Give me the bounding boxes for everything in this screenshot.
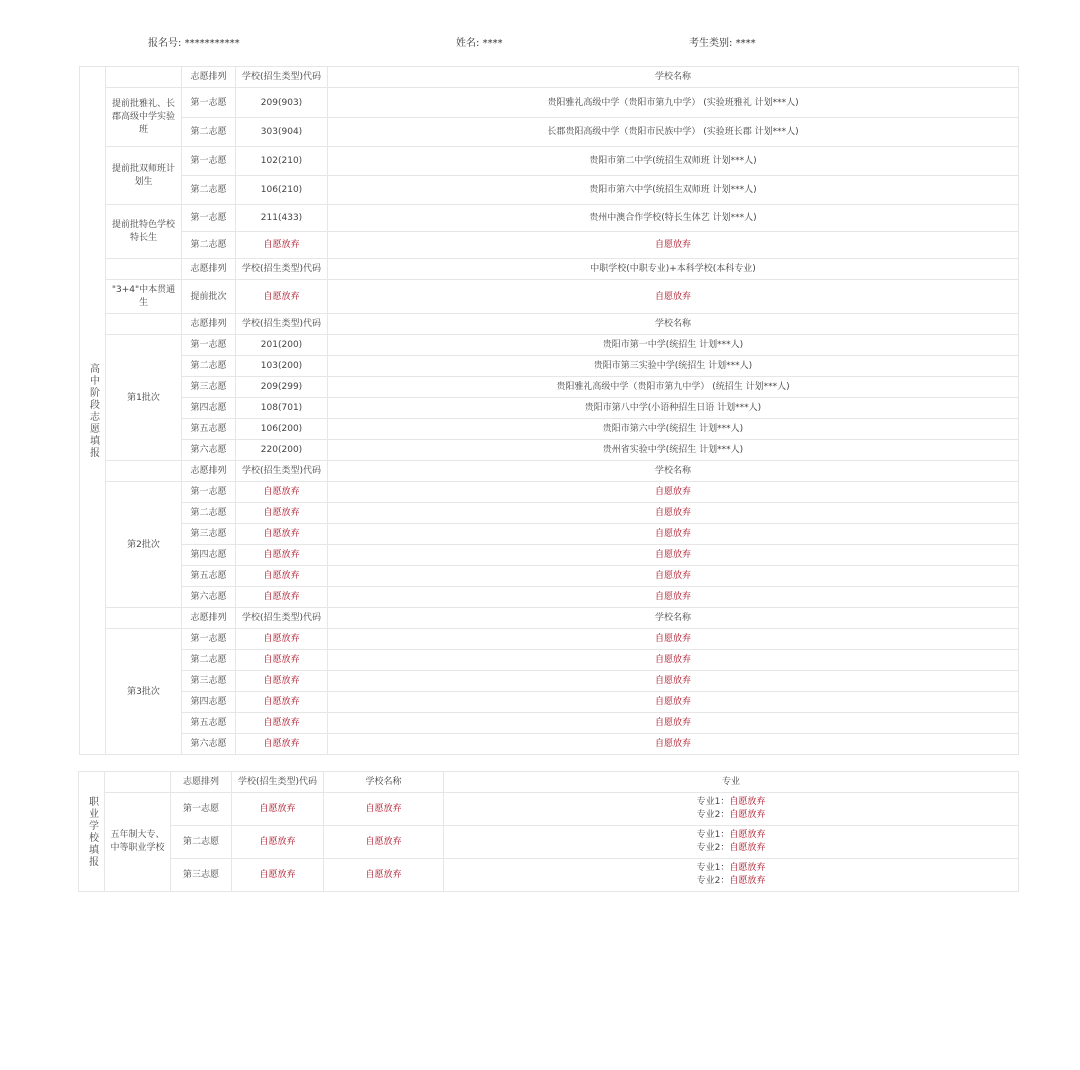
code-cell: 自愿放弃 <box>236 280 328 314</box>
code-cell: 自愿放弃 <box>236 713 328 734</box>
order-cell: 第六志愿 <box>182 734 236 755</box>
table-row <box>80 356 1019 377</box>
batch-label: 第2批次 <box>106 482 182 608</box>
table-row <box>80 503 1019 524</box>
school-cell: 自愿放弃 <box>328 671 1019 692</box>
header-code: 学校(招生类型)代码 <box>236 608 328 629</box>
school-cell: 贵阳雅礼高级中学（贵阳市第九中学） (实验班雅礼 计划***人) <box>328 88 1019 118</box>
code-cell: 201(200) <box>236 335 328 356</box>
order-cell: 提前批次 <box>182 280 236 314</box>
school-cell: 贵阳雅礼高级中学（贵阳市第九中学） (统招生 计划***人) <box>328 377 1019 398</box>
school-cell: 自愿放弃 <box>328 566 1019 587</box>
school-cell: 自愿放弃 <box>328 692 1019 713</box>
header-order: 志愿排列 <box>171 772 232 793</box>
major-1 <box>446 862 1016 875</box>
school-cell: 自愿放弃 <box>328 650 1019 671</box>
student-name <box>456 34 503 49</box>
school-cell: 自愿放弃 <box>328 713 1019 734</box>
table-row <box>80 566 1019 587</box>
school-cell: 自愿放弃 <box>328 587 1019 608</box>
code-cell: 自愿放弃 <box>236 692 328 713</box>
code-cell: 自愿放弃 <box>232 826 324 859</box>
order-cell: 第二志愿 <box>182 650 236 671</box>
student-category <box>689 34 756 49</box>
header-order: 志愿排列 <box>182 259 236 280</box>
school-cell: 自愿放弃 <box>328 482 1019 503</box>
school-cell: 自愿放弃 <box>328 734 1019 755</box>
header-blank <box>106 67 182 88</box>
table-header-row <box>80 608 1019 629</box>
group-label: 提前批特色学校特长生 <box>106 205 182 259</box>
table-row <box>80 118 1019 147</box>
major-2-value: 自愿放弃 <box>729 810 766 820</box>
major-cell <box>444 859 1019 892</box>
registration-value: *********** <box>184 38 240 49</box>
table-row <box>80 398 1019 419</box>
table-row <box>80 232 1019 259</box>
school-cell: 自愿放弃 <box>324 826 444 859</box>
table-row <box>80 440 1019 461</box>
order-cell: 第二志愿 <box>182 232 236 259</box>
header-blank <box>106 461 182 482</box>
code-cell: 自愿放弃 <box>236 566 328 587</box>
school-cell: 贵阳市第六中学(统招生双师班 计划***人) <box>328 176 1019 205</box>
header-blank <box>106 259 182 280</box>
code-cell: 108(701) <box>236 398 328 419</box>
table-row <box>80 147 1019 176</box>
order-cell: 第五志愿 <box>182 713 236 734</box>
registration-label: 报名号: <box>148 38 182 49</box>
header-code: 学校(招生类型)代码 <box>236 67 328 88</box>
major-2 <box>446 842 1016 855</box>
major-2-label: 专业2： <box>696 876 730 886</box>
header-code: 学校(招生类型)代码 <box>236 461 328 482</box>
header-order: 志愿排列 <box>182 608 236 629</box>
school-cell: 自愿放弃 <box>328 503 1019 524</box>
header-order: 志愿排列 <box>182 461 236 482</box>
table-header-row <box>80 259 1019 280</box>
group-label: "3+4"中本贯通生 <box>106 280 182 314</box>
code-cell: 103(200) <box>236 356 328 377</box>
table-row <box>80 713 1019 734</box>
major-1-value: 自愿放弃 <box>729 863 766 873</box>
major-1-label: 专业1： <box>696 863 730 873</box>
table-row <box>80 734 1019 755</box>
table-header-row <box>80 67 1019 88</box>
code-cell: 102(210) <box>236 147 328 176</box>
order-cell: 第一志愿 <box>182 629 236 650</box>
code-cell: 自愿放弃 <box>236 503 328 524</box>
major-1-value: 自愿放弃 <box>729 830 766 840</box>
code-cell: 自愿放弃 <box>236 734 328 755</box>
name-label: 姓名: <box>456 38 480 49</box>
header-blank <box>105 772 171 793</box>
order-cell: 第一志愿 <box>171 793 232 826</box>
section-label: 职业学校填报 <box>79 772 105 892</box>
school-cell: 自愿放弃 <box>328 545 1019 566</box>
table-row <box>80 524 1019 545</box>
school-cell: 贵州中澳合作学校(特长生体艺 计划***人) <box>328 205 1019 232</box>
order-cell: 第二志愿 <box>171 826 232 859</box>
code-cell: 自愿放弃 <box>236 482 328 503</box>
table-row <box>79 859 1019 892</box>
order-cell: 第四志愿 <box>182 692 236 713</box>
code-cell: 自愿放弃 <box>236 629 328 650</box>
major-2-label: 专业2： <box>696 810 730 820</box>
code-cell: 自愿放弃 <box>236 671 328 692</box>
major-2-label: 专业2： <box>696 843 730 853</box>
group-label: 提前批雅礼、长郡高级中学实验班 <box>106 88 182 147</box>
header-order: 志愿排列 <box>182 314 236 335</box>
order-cell: 第二志愿 <box>182 503 236 524</box>
header-school: 中职学校(中职专业)+本科学校(本科专业) <box>328 259 1019 280</box>
major-2-value: 自愿放弃 <box>729 843 766 853</box>
table-row <box>80 377 1019 398</box>
category-label: 考生类别: <box>689 38 733 49</box>
group-label: 提前批双师班计划生 <box>106 147 182 205</box>
code-cell: 220(200) <box>236 440 328 461</box>
school-cell: 贵州省实验中学(统招生 计划***人) <box>328 440 1019 461</box>
school-cell: 自愿放弃 <box>328 524 1019 545</box>
major-1-label: 专业1： <box>696 797 730 807</box>
table-header-row <box>80 314 1019 335</box>
table-row <box>80 205 1019 232</box>
major-cell <box>444 826 1019 859</box>
order-cell: 第四志愿 <box>182 545 236 566</box>
order-cell: 第六志愿 <box>182 587 236 608</box>
school-cell: 贵阳市第二中学(统招生双师班 计划***人) <box>328 147 1019 176</box>
header-code: 学校(招生类型)代码 <box>232 772 324 793</box>
table-row <box>80 545 1019 566</box>
order-cell: 第二志愿 <box>182 176 236 205</box>
code-cell: 106(210) <box>236 176 328 205</box>
order-cell: 第一志愿 <box>182 205 236 232</box>
header-school: 学校名称 <box>328 314 1019 335</box>
major-cell <box>444 793 1019 826</box>
school-cell: 自愿放弃 <box>328 232 1019 259</box>
section-label: 高中阶段志愿填报 <box>80 67 106 755</box>
header-major: 专业 <box>444 772 1019 793</box>
header-code: 学校(招生类型)代码 <box>236 259 328 280</box>
major-1 <box>446 796 1016 809</box>
table-row <box>80 650 1019 671</box>
code-cell: 209(299) <box>236 377 328 398</box>
school-cell: 贵阳市第八中学(小语种招生日语 计划***人) <box>328 398 1019 419</box>
school-cell: 长郡贵阳高级中学（贵阳市民族中学） (实验班长郡 计划***人) <box>328 118 1019 147</box>
table-row <box>80 280 1019 314</box>
school-cell: 贵阳市第三实验中学(统招生 计划***人) <box>328 356 1019 377</box>
table-row <box>80 629 1019 650</box>
header-school: 学校名称 <box>328 608 1019 629</box>
group-label: 五年制大专、中等职业学校 <box>105 793 171 892</box>
code-cell: 自愿放弃 <box>236 650 328 671</box>
order-cell: 第三志愿 <box>182 524 236 545</box>
code-cell: 106(200) <box>236 419 328 440</box>
order-cell: 第一志愿 <box>182 147 236 176</box>
order-cell: 第一志愿 <box>182 482 236 503</box>
order-cell: 第三志愿 <box>171 859 232 892</box>
header-school: 学校名称 <box>324 772 444 793</box>
header-school: 学校名称 <box>328 461 1019 482</box>
major-1-value: 自愿放弃 <box>729 797 766 807</box>
order-cell: 第五志愿 <box>182 419 236 440</box>
header-order: 志愿排列 <box>182 67 236 88</box>
table-row <box>80 671 1019 692</box>
high-school-table <box>79 66 1019 755</box>
table-header-row <box>80 461 1019 482</box>
major-1 <box>446 829 1016 842</box>
header-blank <box>106 314 182 335</box>
school-cell: 自愿放弃 <box>324 793 444 826</box>
batch-label: 第3批次 <box>106 629 182 755</box>
code-cell: 211(433) <box>236 205 328 232</box>
order-cell: 第四志愿 <box>182 398 236 419</box>
code-cell: 自愿放弃 <box>232 859 324 892</box>
school-cell: 自愿放弃 <box>328 629 1019 650</box>
code-cell: 209(903) <box>236 88 328 118</box>
school-cell: 贵阳市第一中学(统招生 计划***人) <box>328 335 1019 356</box>
table-row <box>80 419 1019 440</box>
order-cell: 第五志愿 <box>182 566 236 587</box>
code-cell: 自愿放弃 <box>236 524 328 545</box>
school-cell: 自愿放弃 <box>324 859 444 892</box>
order-cell: 第二志愿 <box>182 356 236 377</box>
header-blank <box>106 608 182 629</box>
registration-number <box>148 34 240 49</box>
table-row <box>79 793 1019 826</box>
order-cell: 第六志愿 <box>182 440 236 461</box>
table-row <box>80 692 1019 713</box>
major-2 <box>446 875 1016 888</box>
order-cell: 第二志愿 <box>182 118 236 147</box>
table-header-row <box>79 772 1019 793</box>
table-row <box>80 335 1019 356</box>
header-school: 学校名称 <box>328 67 1019 88</box>
header-code: 学校(招生类型)代码 <box>236 314 328 335</box>
major-2-value: 自愿放弃 <box>729 876 766 886</box>
code-cell: 自愿放弃 <box>236 587 328 608</box>
order-cell: 第一志愿 <box>182 335 236 356</box>
batch-label: 第1批次 <box>106 335 182 461</box>
order-cell: 第三志愿 <box>182 671 236 692</box>
table-row <box>80 88 1019 118</box>
major-2 <box>446 809 1016 822</box>
table-row <box>80 482 1019 503</box>
order-cell: 第一志愿 <box>182 88 236 118</box>
category-value: **** <box>735 38 756 49</box>
code-cell: 自愿放弃 <box>232 793 324 826</box>
major-1-label: 专业1： <box>696 830 730 840</box>
code-cell: 303(904) <box>236 118 328 147</box>
table-row <box>79 826 1019 859</box>
school-cell: 贵阳市第六中学(统招生 计划***人) <box>328 419 1019 440</box>
name-value: **** <box>482 38 503 49</box>
vocational-table <box>78 771 1019 892</box>
table-row <box>80 176 1019 205</box>
table-row <box>80 587 1019 608</box>
school-cell: 自愿放弃 <box>328 280 1019 314</box>
code-cell: 自愿放弃 <box>236 545 328 566</box>
order-cell: 第三志愿 <box>182 377 236 398</box>
code-cell: 自愿放弃 <box>236 232 328 259</box>
